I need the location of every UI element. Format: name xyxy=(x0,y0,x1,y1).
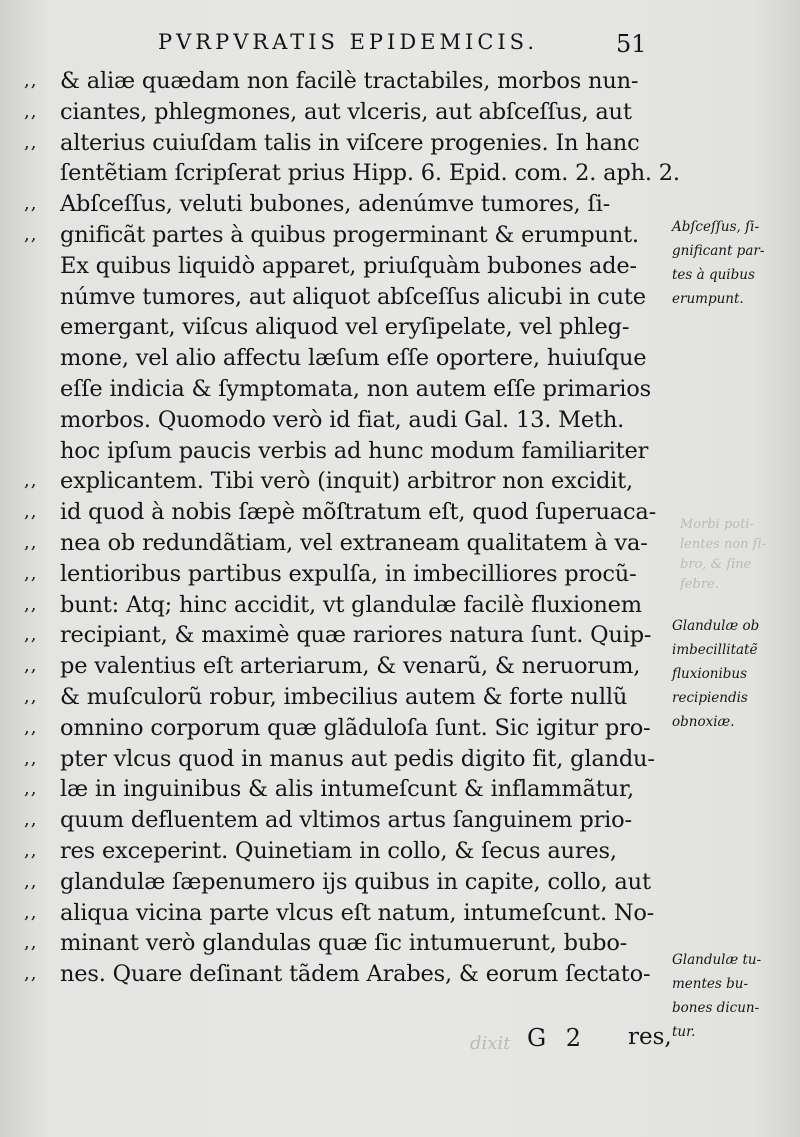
line-text: lentioribus partibus expulſa, in imbecilliores procũ- xyxy=(60,560,637,587)
page-header xyxy=(0,30,800,64)
line-text: gnificãt partes à quibus progerminant & erumpunt. xyxy=(60,221,639,248)
note-line: gnificant par- xyxy=(672,243,765,259)
line-text: glandulæ ſæpenumero ijs quibus in capite, collo, aut xyxy=(60,868,651,895)
text-line xyxy=(24,959,672,990)
quote-mark: ,, xyxy=(24,655,38,677)
quote-mark: ,, xyxy=(24,593,38,615)
quote-mark: ,, xyxy=(24,932,38,954)
line-text: morbos. Quomodo verò id fiat, audi Gal. 13. Meth. xyxy=(60,406,625,433)
text-line xyxy=(24,374,672,405)
text-line xyxy=(24,651,672,682)
page-footer xyxy=(0,1024,800,1064)
line-text: omnino corporum quæ glãduloſa ſunt. Sic igitur pro- xyxy=(60,714,651,741)
margin-note xyxy=(672,614,796,734)
text-line xyxy=(24,744,672,775)
running-title: PVRPVRATIS EPIDEMICIS. xyxy=(158,30,538,54)
text-line xyxy=(24,528,672,559)
quote-mark: ,, xyxy=(24,839,38,861)
quote-mark: ,, xyxy=(24,716,38,738)
text-line xyxy=(24,682,672,713)
line-text: Ex quibus liquidò apparet, priuſquàm bubones ade- xyxy=(60,252,637,279)
text-line xyxy=(24,220,672,251)
text-line xyxy=(24,436,672,467)
text-line xyxy=(24,928,672,959)
quote-mark: ,, xyxy=(24,100,38,122)
line-text: aliqua vicina parte vlcus eſt natum, intumeſcunt. No- xyxy=(60,899,655,926)
line-text: númve tumores, aut aliquot abſceſſus alicubi in cute xyxy=(60,283,646,310)
quote-mark: ,, xyxy=(24,70,38,91)
show-through-note: Morbi poti- lentes non ſi- bro, & ſine febre. xyxy=(680,517,767,592)
note-line: Glandulæ ob xyxy=(672,618,760,634)
line-text: pe valentius eſt arteriarum, & venarũ, & neruorum, xyxy=(60,653,641,680)
text-line xyxy=(24,898,672,929)
line-text: læ in inguinibus & alis intumeſcunt & inflammãtur, xyxy=(60,776,634,803)
line-text: emergant, viſcus aliquod vel eryſipelate, vel phleg- xyxy=(60,314,630,341)
text-line xyxy=(24,805,672,836)
line-text: ciantes, phlegmones, aut vlceris, aut abſceſſus, aut xyxy=(60,98,632,125)
line-text: minant verò glandulas quæ ſic intumuerunt, bubo- xyxy=(60,930,628,957)
quote-mark: ,, xyxy=(24,501,38,523)
note-line: bones dicun- xyxy=(672,1000,760,1016)
text-line xyxy=(24,97,672,128)
line-text: id quod à nobis ſæpè mõſtratum eſt, quod ſuperuaca- xyxy=(60,499,657,526)
note-line: Glandulæ tu- xyxy=(672,952,762,968)
line-text: Abſceſſus, veluti bubones, adenúmve tumores, ſi- xyxy=(60,191,610,218)
text-line xyxy=(24,251,672,282)
line-text: hoc ipſum paucis verbis ad hunc modum familiariter xyxy=(60,437,649,464)
body-text xyxy=(24,66,680,990)
line-text: & muſculorũ robur, imbecilius autem & forte nullũ xyxy=(60,683,628,710)
quote-mark: ,, xyxy=(24,747,38,769)
line-text: nea ob redundãtiam, vel extraneam qualitatem à va- xyxy=(60,529,648,556)
line-text: res exceperint. Quinetiam in collo, & ſecus aures, xyxy=(60,837,617,864)
quote-mark: ,, xyxy=(24,624,38,646)
text-line xyxy=(24,559,672,590)
note-line: tes à quibus xyxy=(672,267,755,283)
quote-mark: ,, xyxy=(24,685,38,707)
line-text: recipiant, & maximè quæ rariores natura ſunt. Quip- xyxy=(60,622,652,649)
quote-mark: ,, xyxy=(24,193,38,215)
note-line: Abſceſſus, ſi- xyxy=(672,219,760,235)
quote-mark: ,, xyxy=(24,963,38,985)
margin-note xyxy=(672,215,796,311)
text-line xyxy=(24,189,672,220)
text-line xyxy=(24,66,672,97)
line-text: mone, vel alio affectu læſum eſſe oportere, huiuſque xyxy=(60,345,647,372)
note-line: tur. xyxy=(672,1024,696,1040)
line-text: ſentẽtiam ſcripſerat prius Hipp. 6. Epid. com. 2. aph. 2. xyxy=(60,160,680,187)
show-through-word: dixit xyxy=(470,1033,511,1054)
catchword: res, xyxy=(628,1024,672,1050)
text-line xyxy=(24,405,672,436)
quote-mark: ,, xyxy=(24,562,38,584)
text-line xyxy=(24,620,672,651)
text-line xyxy=(24,713,672,744)
line-text: & aliæ quædam non facilè tractabiles, morbos nun- xyxy=(60,68,639,94)
text-line xyxy=(24,836,672,867)
text-line xyxy=(24,590,672,621)
line-text: bunt: Atq; hinc accidit, vt glandulæ facilè fluxionem xyxy=(60,591,642,618)
quote-mark: ,, xyxy=(24,870,38,892)
note-line: imbecillitatẽ xyxy=(672,642,758,658)
text-line xyxy=(24,466,672,497)
text-line xyxy=(24,158,680,189)
quote-mark: ,, xyxy=(24,470,38,492)
text-line xyxy=(24,282,672,313)
line-text: pter vlcus quod in manus aut pedis digito fit, glandu- xyxy=(60,745,655,772)
quote-mark: ,, xyxy=(24,223,38,245)
quote-mark: ,, xyxy=(24,809,38,831)
quote-mark: ,, xyxy=(24,131,38,153)
line-text: nes. Quare deſinant tãdem Arabes, & eorum ſectato- xyxy=(60,961,651,988)
text-line xyxy=(24,867,672,898)
text-line xyxy=(24,128,672,159)
line-text: eſſe indicia & ſymptomata, non autem eſſe primarios xyxy=(60,375,651,402)
line-text: quum defluentem ad vltimos artus ſanguinem prio- xyxy=(60,807,632,834)
text-line xyxy=(24,497,672,528)
note-line: obnoxiæ. xyxy=(672,714,735,730)
quote-mark: ,, xyxy=(24,531,38,553)
page-number: 51 xyxy=(616,30,647,58)
quote-mark: ,, xyxy=(24,901,38,923)
note-line: fluxionibus xyxy=(672,666,748,682)
line-text: explicantem. Tibi verò (inquit) arbitror non excidit, xyxy=(60,468,633,495)
text-line xyxy=(24,774,672,805)
quote-mark: ,, xyxy=(24,778,38,800)
text-line xyxy=(24,343,672,374)
note-line: erumpunt. xyxy=(672,291,744,307)
text-line xyxy=(24,312,672,343)
note-line: recipiendis xyxy=(672,690,748,706)
line-text: alterius cuiuſdam talis in viſcere progenies. In hanc xyxy=(60,129,640,156)
note-line: mentes bu- xyxy=(672,976,749,992)
signature-mark: G 2 xyxy=(527,1024,588,1052)
